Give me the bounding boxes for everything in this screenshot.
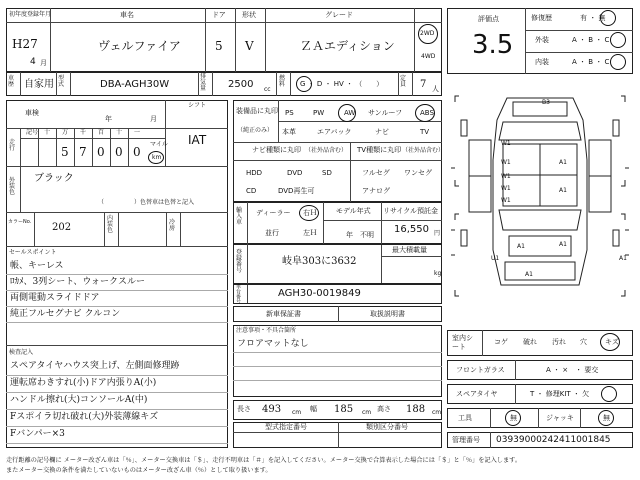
rule — [6, 306, 228, 307]
digit-header: 百 — [98, 129, 105, 136]
inspector-label: 検査記入 — [9, 349, 34, 356]
diagram-label-w1e: W1 — [501, 197, 511, 204]
tools-label: 工具 — [458, 414, 472, 422]
diagram-label-a1a: A1 — [559, 159, 567, 166]
seat-option: 穴 — [580, 338, 587, 346]
nav-item: HDD — [246, 169, 263, 177]
equip-item: TV — [420, 128, 430, 136]
equip-item: 本革 — [282, 128, 296, 136]
digit-header: 記号 — [26, 129, 39, 136]
seat-option: 汚れ — [552, 338, 566, 346]
diagram-label-b3: B3 — [542, 99, 550, 106]
diagram-label-a1d: A1 — [517, 243, 525, 250]
import-dealer: ディーラー — [256, 209, 291, 217]
inspection-label: 車検 — [25, 109, 39, 117]
inspector-note: スペアタイヤハウス突上げ、左側面修理跡 — [10, 361, 180, 371]
digit-header: 万 — [62, 129, 69, 136]
inspector-note: ハンドル擦れ(大)コンソールA(中) — [10, 395, 148, 405]
front-glass-label: フロントガラス — [456, 366, 505, 374]
nav-item: CD — [246, 187, 257, 195]
capacity-value: 7 — [420, 79, 427, 90]
rule — [6, 375, 228, 376]
notice-panel — [233, 325, 442, 397]
first-reg-month: 4 — [30, 57, 36, 67]
height-cm: cm — [432, 409, 442, 416]
grade-value: ＺＡエディション — [300, 39, 395, 53]
mile-unit: マイル — [150, 141, 168, 148]
aw-circle — [338, 104, 356, 122]
recycle-label: リサイクル預託金 — [383, 207, 439, 215]
inspector-note: Fスポイラ切れ破れ(大)外装薄線キズ — [10, 412, 159, 422]
spare-opts: T ・ 修理KIT ・ 欠 — [530, 390, 590, 398]
ext-c-circle — [610, 32, 626, 48]
repair-label: 修復歴 — [531, 14, 552, 22]
length-cm: cm — [292, 409, 302, 416]
diagram-label-a1f: A1 — [619, 255, 627, 262]
jack-label: ジャッキ — [546, 414, 574, 422]
drive-4wd: 4WD — [421, 53, 436, 60]
diagram-label-a1c: A1 — [559, 241, 567, 248]
km-unit: km — [152, 154, 162, 161]
repair-opts: 有 ・ 無 — [580, 14, 606, 22]
digit-divider — [92, 128, 93, 166]
shape-value: V — [245, 39, 254, 53]
vin-value: AGH30-0019849 — [278, 288, 361, 299]
ext-label: 外装 — [535, 36, 549, 44]
width-cm: cm — [362, 409, 372, 416]
equip-sub: （純正のみ） — [237, 127, 274, 134]
import-parallel: 並行 — [265, 229, 279, 237]
abs-circle — [415, 104, 435, 122]
digit-header: 十 — [44, 129, 51, 136]
int-opts: A ・ B ・ C — [572, 58, 610, 66]
rule — [6, 322, 228, 323]
length-value: 493 — [262, 404, 282, 415]
seat-option: コゲ — [494, 338, 508, 346]
diagram-label-w1a: W1 — [501, 140, 511, 147]
import-label: 輸入車 — [236, 207, 243, 226]
spare-missing-circle — [601, 386, 617, 402]
reg-side: 登録番号 — [236, 249, 243, 274]
diagram-label-w1d: W1 — [501, 185, 511, 192]
equip-item: ABS — [420, 109, 434, 117]
sales-point: ﾛｶﾒ、3列シート、ウォークスルー — [10, 277, 145, 287]
mileage-digit: 0 — [97, 145, 105, 159]
score-value: 3.5 — [472, 30, 514, 60]
color-value: ブラック — [34, 173, 74, 184]
equip-item: PS — [285, 109, 294, 117]
inspection-year: 年 — [105, 115, 112, 123]
model-label: 型式 — [58, 75, 65, 88]
int-c-circle — [610, 54, 626, 70]
grade-label: グレード — [325, 11, 353, 19]
digit-divider — [74, 128, 75, 166]
tv-item: フルセグ — [362, 169, 390, 177]
footer-line-2: またメーター交換の条件を満たしていないものはメーター改ざん車（％）として取り扱います。 — [6, 467, 272, 474]
import-left-h: 左Ｈ — [303, 229, 317, 237]
equip-item: サンルーフ — [368, 109, 403, 117]
rule — [6, 290, 228, 291]
displacement-value: 2500 — [228, 79, 254, 90]
sales-point: 純正フルセグナビ クルコン — [10, 309, 121, 319]
tv-item: アナログ — [362, 187, 390, 195]
digit-divider — [128, 128, 129, 166]
right-h-circle — [299, 205, 319, 221]
model-cert: 型式指定番号 — [265, 423, 307, 431]
yen-unit: 円 — [434, 230, 441, 237]
jack-none-circle — [598, 410, 614, 426]
footer-line-1: 走行距離の記号欄に メーター改ざん車は「％」、メーター交換車は「＄」、走行不明車は「＃」を記入してください。メーター交換で合算表示した場合には「＄」と「％」を記入します。 — [6, 457, 522, 464]
interior-seat-label: 室内シート — [452, 334, 473, 352]
model-value: DBA-AGH30W — [100, 79, 170, 90]
diagram-label-a1b: A1 — [559, 187, 567, 194]
digit-header: 一 — [134, 129, 141, 136]
mgmt-value: 0393900024241100184​5 — [496, 435, 611, 445]
doors-value: 5 — [215, 39, 223, 53]
seat-option: 破れ — [523, 338, 537, 346]
shape-label: 形状 — [242, 11, 256, 19]
km-circle — [148, 151, 164, 164]
length-label: 長さ — [237, 405, 251, 413]
fuel-label: 燃料 — [279, 75, 286, 88]
front-glass-opts: A ・ × ・ 要交 — [546, 366, 599, 374]
seat-option: キズ — [605, 338, 619, 346]
manual: 取扱説明書 — [370, 310, 405, 318]
height-label: 高さ — [377, 405, 391, 413]
interior-label: 内装色 — [107, 215, 114, 234]
sales-point: 両側電動スライドドア — [10, 293, 100, 303]
diagram-label-a1e: A1 — [525, 271, 533, 278]
equip-label: 装備品に丸印 — [236, 107, 278, 115]
car-name-value: ヴェルファイア — [98, 39, 181, 53]
nav-title: ナビ種類に丸印 — [252, 146, 301, 154]
digit-divider — [110, 128, 111, 166]
int-label: 内装 — [535, 58, 549, 66]
diagram-label-w1b: W1 — [501, 159, 511, 166]
nav-item: DVD再生可 — [278, 187, 315, 195]
diagram-label-u1: U1 — [491, 255, 500, 262]
first-reg-value: H27 — [12, 37, 38, 51]
tv-title: TV種類に丸印 — [357, 146, 402, 154]
recycle-value: 16,550 — [394, 224, 429, 235]
digit-header: 十 — [116, 129, 123, 136]
nav-item: DVD — [287, 169, 303, 177]
capacity-unit: 人 — [432, 85, 439, 93]
model-year-value: 年 不明 — [346, 231, 374, 239]
mileage-side: 走行 — [9, 139, 16, 152]
equip-item: PW — [313, 109, 325, 117]
max-load-label: 最大積載量 — [392, 246, 427, 254]
tv-sub: （社外品含む） — [402, 147, 445, 154]
shift-label: シフト — [188, 102, 207, 109]
displacement-label: 排気量 — [200, 73, 207, 92]
first-reg-label: 初年度登録年月 — [9, 11, 52, 18]
rule — [6, 443, 228, 444]
fuel-options: G ・ D ・ HV ・ （ ） — [300, 80, 384, 88]
kg-unit: kg — [434, 270, 442, 277]
rule — [6, 392, 228, 393]
notice-value: フロアマットなし — [237, 339, 309, 349]
digit-header: 千 — [80, 129, 87, 136]
class-cert: 類別区分番号 — [366, 423, 408, 431]
inspection-month: 月 — [150, 115, 157, 123]
color-side: 外装色 — [9, 177, 16, 196]
equip-item: エアバック — [317, 128, 352, 136]
notice-label: 注意事項・不具合箇所 — [236, 327, 297, 334]
digit-divider — [38, 128, 39, 166]
mgmt-label: 管理番号 — [452, 436, 480, 444]
tv-item: ワンセグ — [404, 169, 432, 177]
mileage-digit: 7 — [79, 145, 87, 159]
nav-sub: （社外品含む） — [305, 147, 348, 154]
rule — [233, 366, 442, 367]
equip-item: AW — [344, 109, 356, 117]
inspector-note: 運転席わきすれ(小)ドア内張りA(小) — [10, 378, 157, 388]
rule — [6, 409, 228, 410]
category-value: 自家用 — [24, 79, 54, 90]
repair-none-circle — [600, 10, 616, 26]
digit-divider — [56, 128, 57, 166]
diagram-label-w1c: W1 — [501, 173, 511, 180]
vin-side: 車台番号 — [236, 284, 242, 305]
equip-item: ナビ — [375, 128, 389, 136]
color-no-label: カラーNo. — [8, 219, 32, 225]
rule — [6, 426, 228, 427]
width-label: 幅 — [310, 405, 317, 413]
car-damage-diagram — [447, 80, 633, 325]
score-label: 評価点 — [478, 15, 499, 23]
rule — [233, 380, 442, 381]
month-unit: 月 — [40, 59, 47, 67]
tools-opt: 無 — [510, 414, 517, 422]
jack-opt: 無 — [603, 414, 610, 422]
category-label: 車歴 — [8, 75, 15, 88]
mileage-digit: 0 — [133, 145, 141, 159]
warranty: 新車保証書 — [266, 310, 301, 318]
color-note: （ ）色替車は色替と記入 — [98, 199, 195, 206]
rule — [233, 352, 442, 353]
inspector-note: Fバンパー×3 — [10, 429, 65, 439]
rule — [6, 274, 228, 275]
ext-opts: A ・ B ・ C — [572, 36, 610, 44]
ac-label: 冷房 — [169, 219, 176, 232]
car-name-label: 車名 — [120, 11, 134, 19]
cc-unit: cc — [264, 86, 271, 93]
nav-item: SD — [322, 169, 332, 177]
height-value: 188 — [406, 404, 426, 415]
model-year-label: モデル年式 — [336, 207, 371, 215]
spare-label: スペアタイヤ — [456, 390, 498, 398]
capacity-label: 定員 — [400, 75, 407, 88]
reg-value: 岐阜303に3632 — [282, 256, 357, 267]
drive-2wd: 2WD — [420, 30, 435, 37]
fuel-g-circle — [296, 76, 312, 92]
shift-value: IAT — [188, 133, 207, 147]
doors-label: ドア — [212, 11, 226, 19]
tools-none-circle — [505, 410, 521, 426]
mileage-digit: 0 — [115, 145, 123, 159]
sales-point-label: セールスポイント — [9, 249, 57, 256]
sales-point: 帳、キーレス — [10, 261, 64, 271]
width-value: 185 — [334, 404, 354, 415]
mileage-digit: 5 — [61, 145, 69, 159]
import-right-h: 右Ｈ — [303, 209, 317, 217]
color-no-value: 202 — [52, 222, 72, 233]
